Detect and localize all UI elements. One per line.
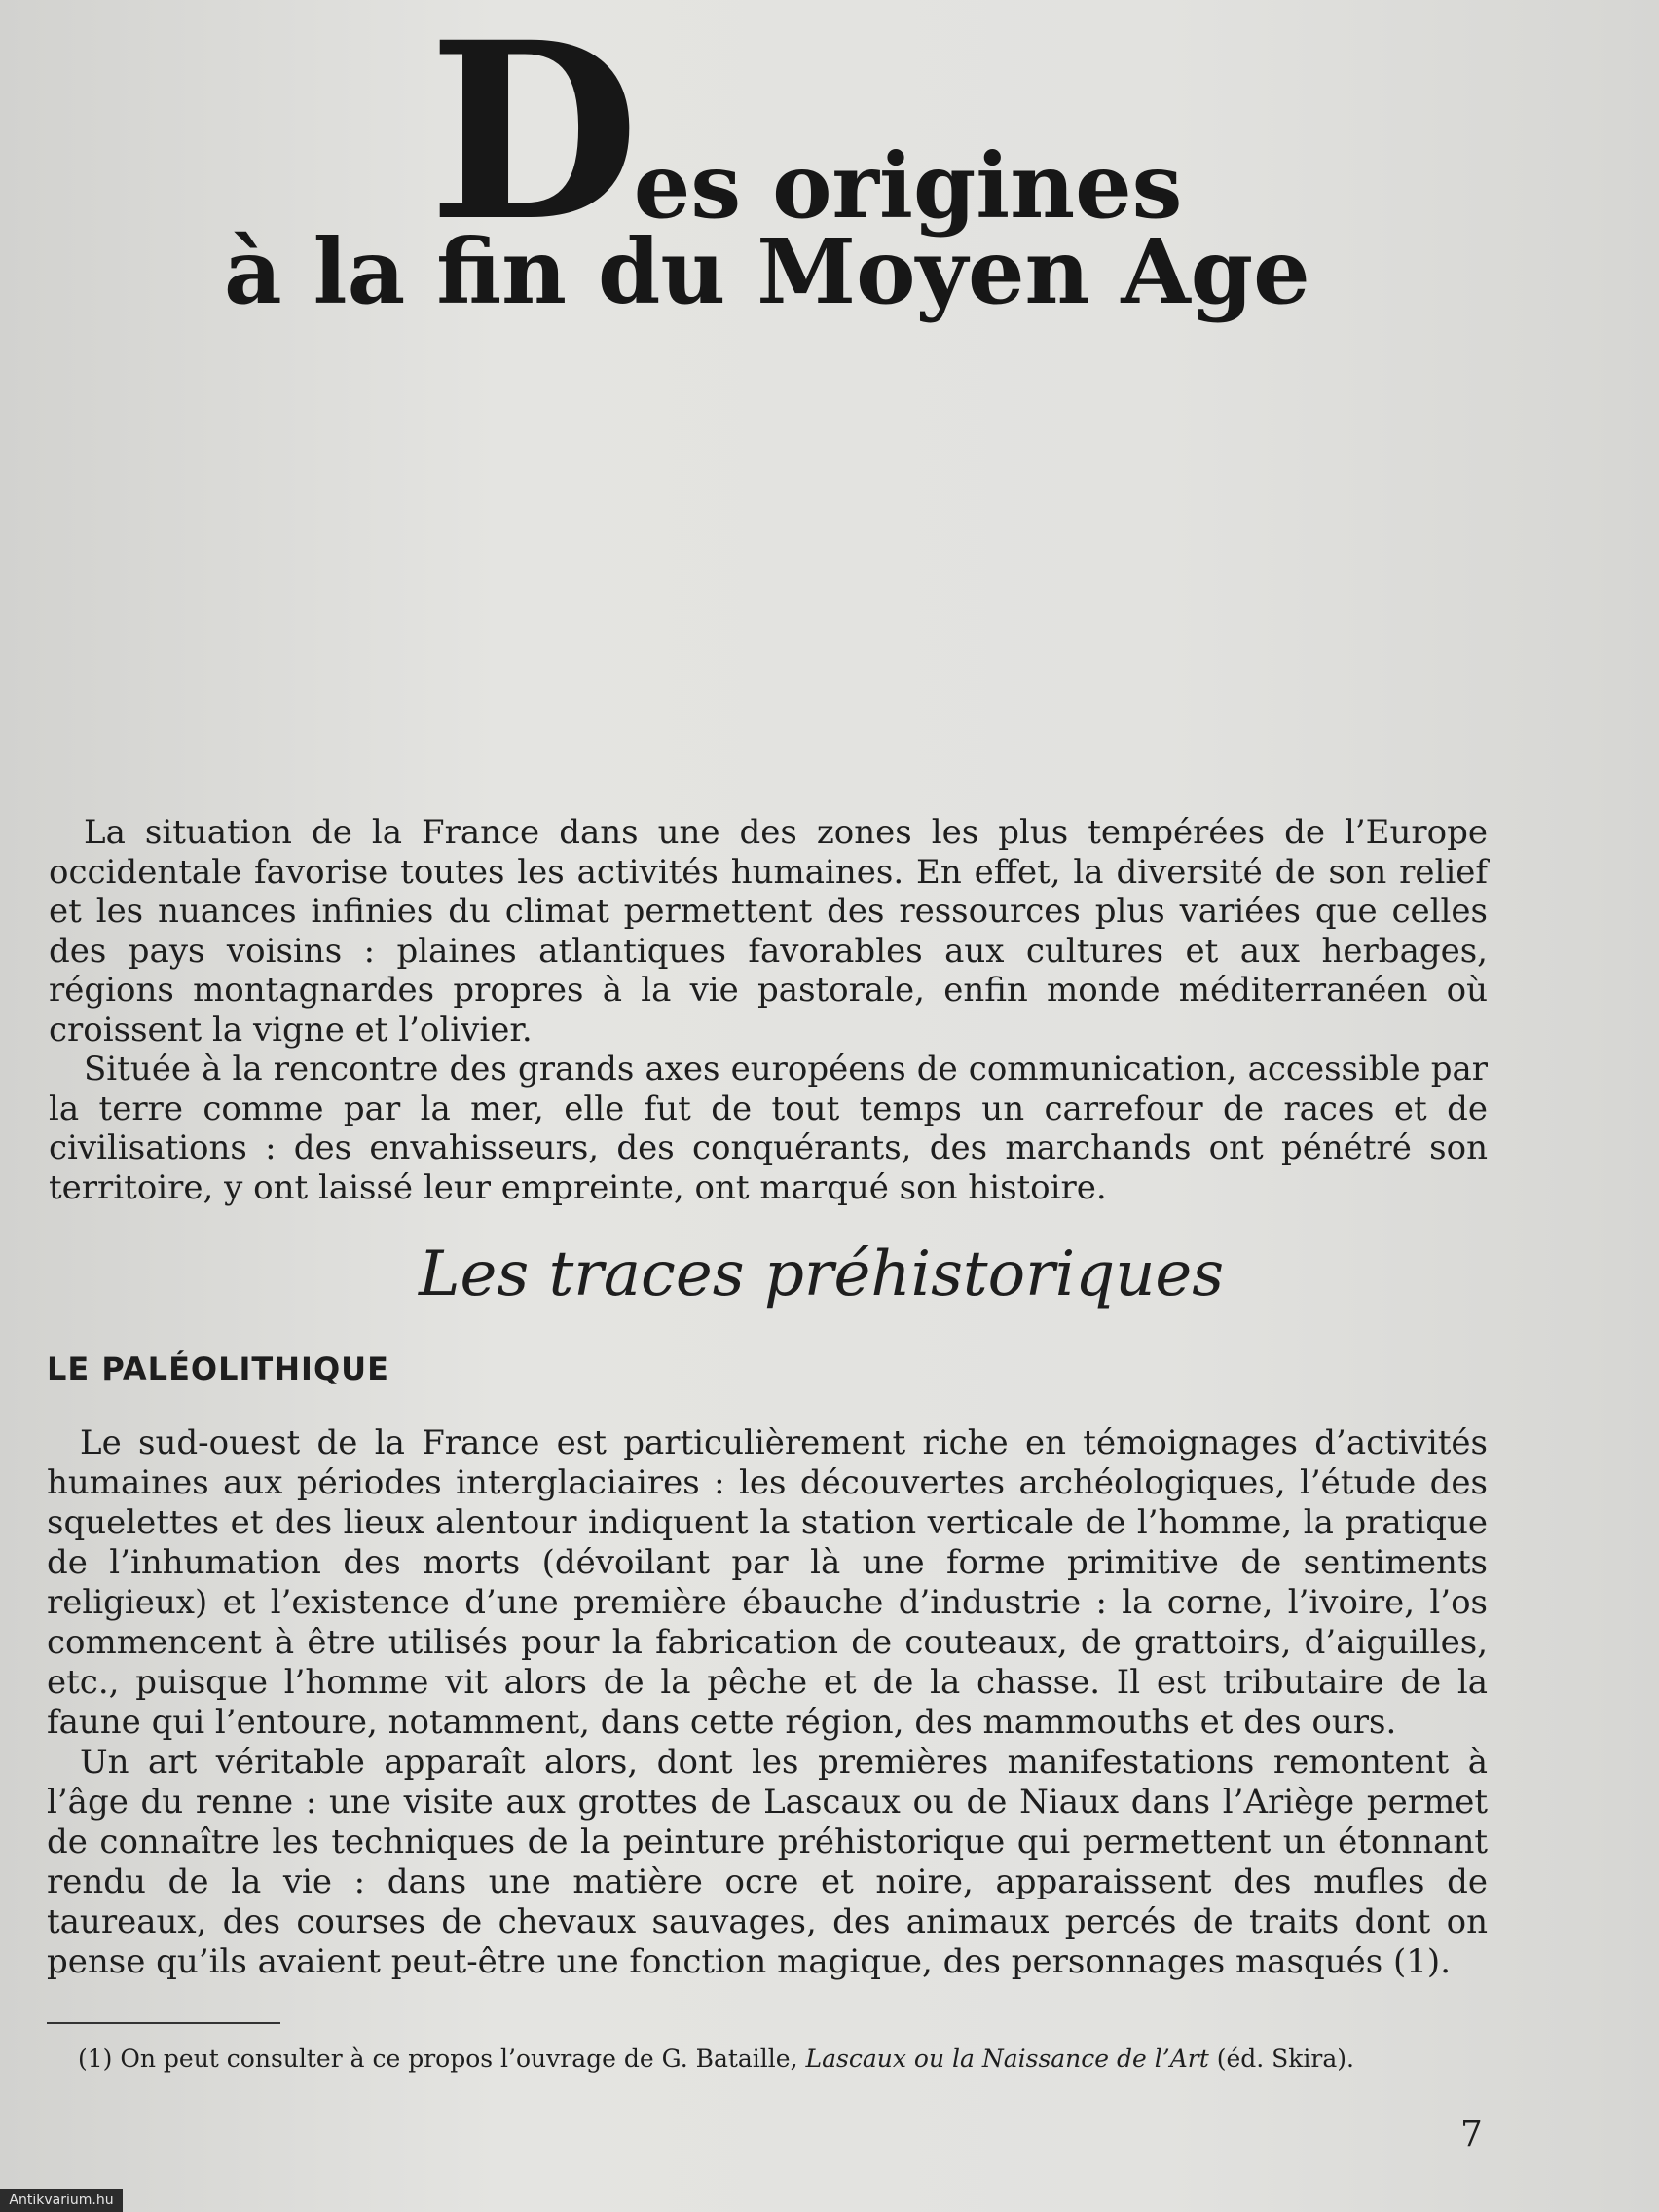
footnote-suffix: (éd. Skira). — [1208, 2045, 1354, 2073]
intro-paragraph: La situation de la France dans une des zones les plus tempérées de l’Europe occidentale favorise toutes les activités humaines. En effet, la diversité de son relief et les nuances infinies du climat permettent des ressources plus variées que celles des pays voisins : plaines atlantiques favorables aux cultures et aux herbages, régions montagnardes propres à la vie pastorale, enfin monde méditerranéen où croissent la vigne et l’olivier. — [49, 813, 1488, 1050]
body-paragraph: Un art véritable apparaît alors, dont les premières manifestations remontent à l’âge du renne : une visite aux grottes de Lascaux ou de Niaux dans l’Ariège permet de connaître les techniques de la peinture préhistorique qui permettent un étonnant rendu de la vie : dans une matière ocre et noire, apparaissent des mufles de taureaux, des courses de chevaux sauvages, des animaux percés de traits dont on pense qu’ils avaient peut-être une fonction magique, des personnages masqués (1). — [47, 1743, 1488, 1981]
section-title: Les traces préhistoriques — [419, 1238, 1225, 1310]
intro-text — [49, 813, 1488, 1207]
footnote-prefix: (1) On peut consulter à ce propos l’ouvrage de G. Bataille, — [78, 2045, 806, 2073]
footnote-rule — [47, 2022, 280, 2024]
chapter-title-line-1 — [428, 0, 1183, 275]
subsection-heading: LE PALÉOLITHIQUE — [47, 1350, 389, 1387]
watermark: Antikvarium.hu — [0, 2189, 123, 2212]
chapter-title-line-1-rest: es origines — [633, 133, 1183, 239]
drop-cap: D — [428, 0, 634, 275]
intro-paragraph: Située à la rencontre des grands axes européens de communication, accessible par la terre comme par la mer, elle fut de tout temps un carrefour de races et de civilisations : des envahisseurs, des conquérants, des marchands ont pénétré son territoire, y ont laissé leur empreinte, ont marqué son histoire. — [49, 1050, 1488, 1207]
footnote — [78, 2045, 1441, 2074]
body-text — [47, 1423, 1488, 1982]
footnote-book-title: Lascaux ou la Naissance de l’Art — [805, 2045, 1209, 2073]
chapter-title-line-2: à la fin du Moyen Age — [224, 219, 1310, 324]
body-paragraph: Le sud-ouest de la France est particulièrement riche en témoignages d’activités humaines aux périodes interglaciaires : les découvertes archéologiques, l’étude des squelettes et des lieux alentour indiquent la station verticale de l’homme, la pratique de l’inhumation des morts (dévoilant par là une forme primitive de sentiments religieux) et l’existence d’une première ébauche d’industrie : la corne, l’ivoire, l’os commencent à être utilisés pour la fabrication de couteaux, de grattoirs, d’aiguilles, etc., puisque l’homme vit alors de la pêche et de la chasse. Il est tributaire de la faune qui l’entoure, notamment, dans cette région, des mammouths et des ours. — [47, 1423, 1488, 1742]
page-number: 7 — [1460, 2115, 1483, 2155]
